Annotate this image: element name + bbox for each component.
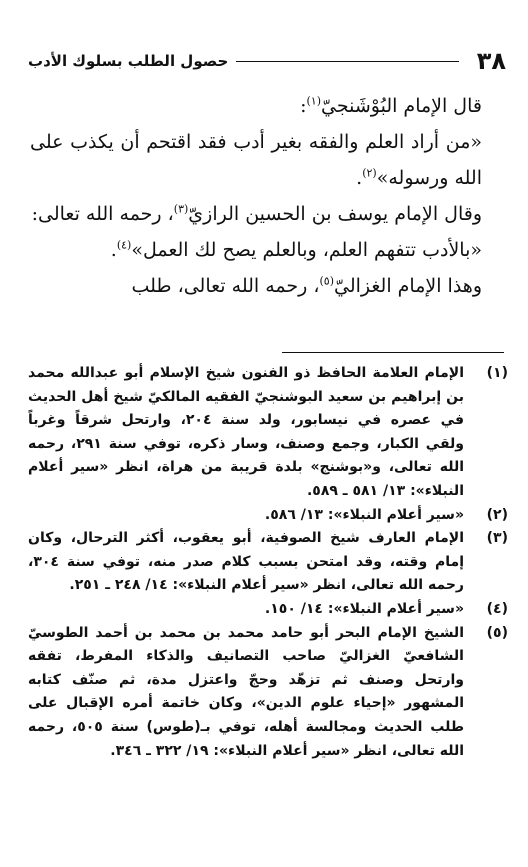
- footnote-number: (٢): [486, 506, 508, 523]
- footnote: [28, 362, 508, 504]
- footnote-ref: (١): [306, 94, 322, 108]
- footnote-text: «سير أعلام النبلاء»: ١٣/ ٥٨٦.: [264, 506, 464, 523]
- footnote-text: الشيخ الإمام البحر أبو حامد محمد بن محمد بن أحمد الطوسيّ الشافعيّ الغزاليّ صاحب التصانيف والذكاء المفرط، تفقه وارتحل وصنف ثم تزهّد وحجّ واعتزل مدة، ثم صنّف كتابه المشهور «إحياء علوم الدين»، وكان خاتمة أمره الإقبال على طلب الحديث ومجالسة أهله، توفي بـ(طوس) سنة ٥٠٥، رحمه الله تعالى، انظر «سير أعلام النبلاء»: ١٩/ ٣٢٢ ـ ٣٤٦.: [28, 624, 464, 759]
- footnote-ref: (٣): [173, 202, 189, 216]
- footnote-number: (١): [486, 365, 508, 381]
- footnote: [28, 622, 508, 764]
- page-number: ٣٨: [476, 47, 506, 75]
- footnote: [28, 598, 508, 622]
- footnote-separator: [282, 352, 504, 353]
- footnote-ref: (٤): [116, 238, 132, 252]
- running-title: حصول الطلب بسلوك الأدب: [28, 52, 229, 70]
- paragraph: [30, 196, 504, 232]
- footnote: [28, 527, 508, 598]
- quote-text: «بالأدب تتفهم العلم، وبالعلم يصح لك العمل»: [131, 239, 482, 261]
- footnote-text: الإمام العارف شيخ الصوفية، أبو يعقوب، أكثر الترحال، وكان إمام وقته، وقد امتحن بسبب كلام صدر منه، توفي سنة ٣٠٤، رحمه الله تعالى، انظر «سير أعلام النبلاء»: ١٤/ ٢٤٨ ـ ٢٥١.: [28, 530, 464, 594]
- text-run: قال الإمام البُوْشَنجيّ: [321, 95, 482, 117]
- footnote-number: (٤): [486, 600, 508, 617]
- text-run: ، رحمه الله تعالى:: [31, 203, 174, 225]
- paragraph: [30, 232, 504, 268]
- quote-text: «من أراد العلم والفقه بغير أدب فقد اقتحم أن يكذب على الله ورسوله»: [30, 131, 482, 189]
- footnote-text: الإمام العلامة الحافظ ذو الفنون شيخ الإسلام أبو عبدالله محمد بن إبراهيم بن سعيد البوشنجيّ الفقيه المالكيّ شيخ أهل الحديث في عصره في نيسابور، ولد سنة ٢٠٤، وارتحل شرقاً وغرباً ولقي الكبار، وجمع وصنف، وسار ذكره، توفي سنة ٢٩١، رحمه الله تعالى، و«بوشنج» بلدة قريبة من هراة، انظر «سير أعلام النبلاء»: ١٣/ ٥٨١ ـ ٥٨٩.: [28, 365, 464, 499]
- footnote-ref: (٥): [319, 274, 334, 288]
- footnote-number: (٥): [486, 624, 508, 641]
- footnote-number: (٣): [486, 530, 508, 547]
- footnotes: [28, 362, 508, 763]
- footnote-ref: (٢): [362, 166, 377, 180]
- text-run: :: [300, 95, 307, 117]
- text-run: وهذا الإمام الغزاليّ: [334, 275, 482, 297]
- paragraph: [30, 88, 504, 124]
- text-run: وقال الإمام يوسف بن الحسين الرازيّ: [188, 203, 482, 225]
- paragraph: [30, 124, 504, 196]
- main-text: [30, 88, 504, 304]
- paragraph: [30, 268, 504, 304]
- text-run: .: [356, 167, 363, 189]
- page-header: [28, 44, 506, 78]
- text-run: .: [110, 239, 117, 261]
- footnote: [28, 504, 508, 528]
- footnote-text: «سير أعلام النبلاء»: ١٤/ ١٥٠.: [264, 600, 464, 617]
- header-rule: [236, 61, 458, 62]
- text-run: ، رحمه الله تعالى، طلب: [131, 275, 320, 297]
